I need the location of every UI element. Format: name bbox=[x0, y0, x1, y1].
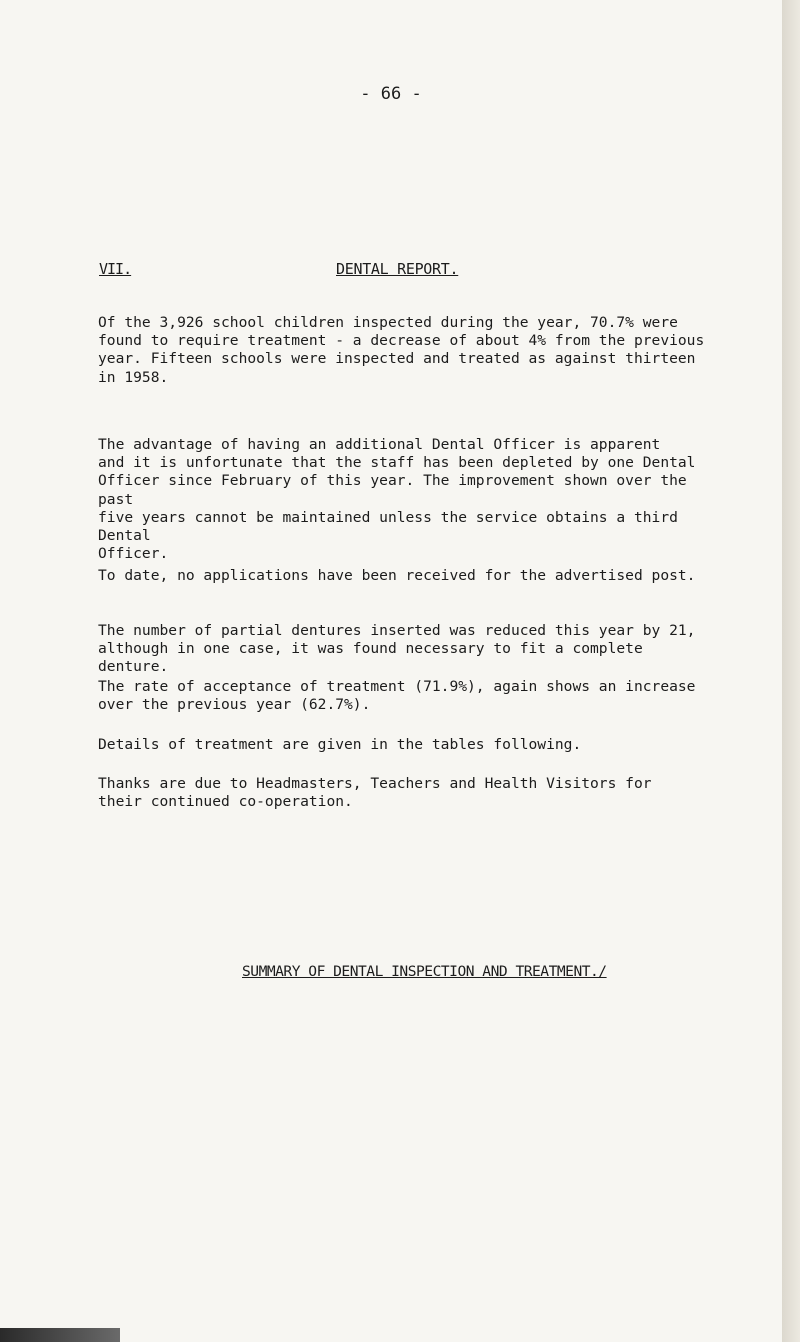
page-edge bbox=[782, 0, 800, 1342]
section-title: DENTAL REPORT. bbox=[336, 260, 459, 278]
summary-heading: SUMMARY OF DENTAL INSPECTION AND TREATMENT./ bbox=[242, 963, 607, 980]
paragraph-details: Details of treatment are given in the tables following. bbox=[98, 736, 582, 753]
paragraph-acceptance-rate: The rate of acceptance of treatment (71.9%), again shows an increase over the previous year (62.7%). bbox=[98, 678, 696, 714]
paragraph-inspection-summary: Of the 3,926 school children inspected during the year, 70.7% were found to require treatment - a decrease of about 4% from the previous year. Fifteen schools were inspected and treated as against thirteen in 1958. bbox=[98, 314, 705, 386]
page-number: - 66 - bbox=[360, 84, 422, 104]
section-number: VII. bbox=[99, 260, 132, 278]
paragraph-dentures: The number of partial dentures inserted was reduced this year by 21, although in one case, it was found necessary to fit a complete denture. bbox=[98, 622, 696, 676]
scan-edge-mark bbox=[0, 1328, 120, 1342]
paragraph-staffing: The advantage of having an additional Dental Officer is apparent and it is unfortunate that the staff has been depleted by one Dental Officer since February of this year. The improvement shown over the past five years cannot be maintained unless the service obtains a third Dental Officer. bbox=[98, 436, 696, 563]
paragraph-applications: To date, no applications have been received for the advertised post. bbox=[98, 567, 696, 584]
paragraph-thanks: Thanks are due to Headmasters, Teachers and Health Visitors for their continued co-operation. bbox=[98, 775, 652, 811]
